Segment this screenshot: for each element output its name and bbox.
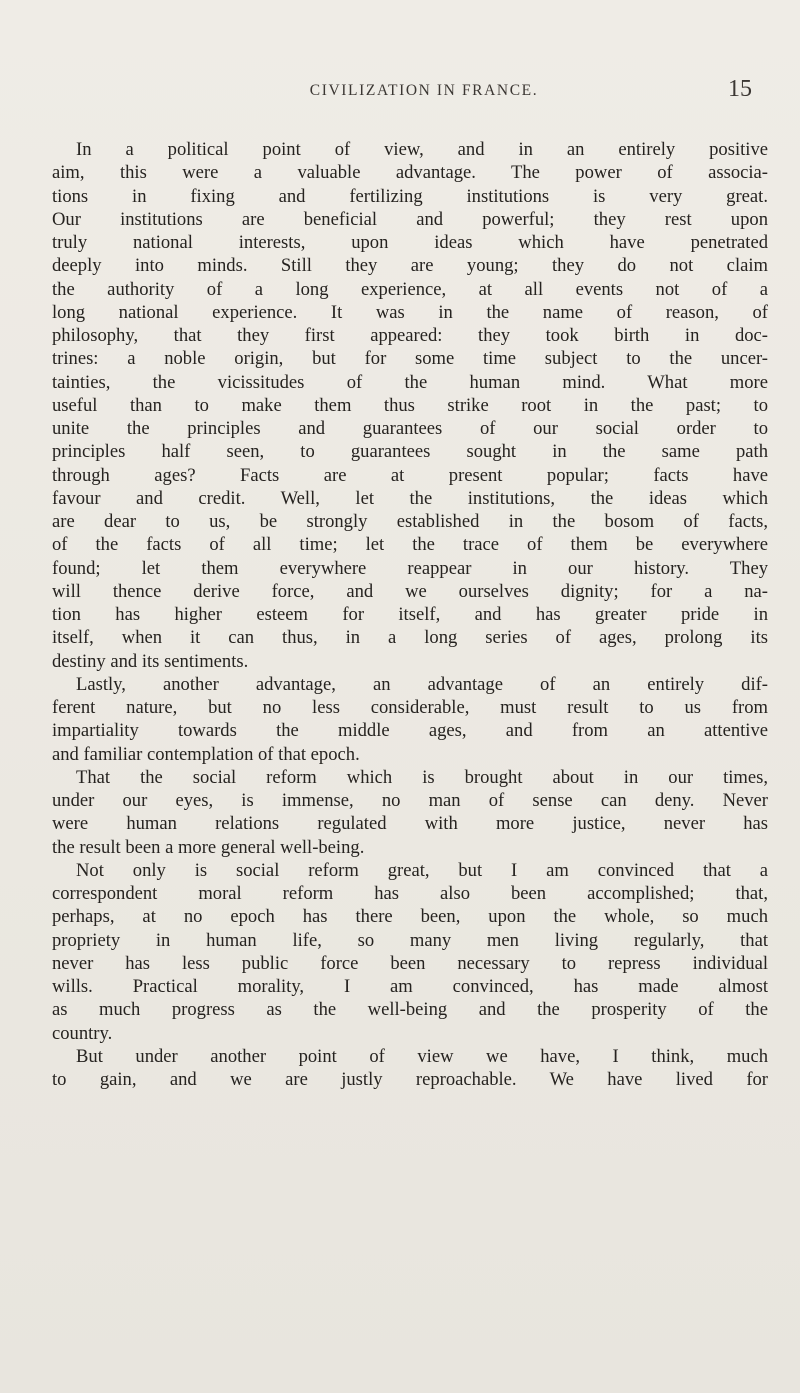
text-line: through ages? Facts are at present popular; facts have (52, 464, 768, 486)
text-line: In a political point of view, and in an entirely positive (76, 139, 768, 160)
text-line: tions in fixing and fertilizing institutions is very great. (52, 185, 768, 207)
text-line: philosophy, that they first appeared: they took birth in doc- (52, 325, 768, 346)
text-line: as much progress as the well-being and the prosperity of the (52, 999, 768, 1021)
text-line: tion has higher esteem for itself, and has greater pride in (52, 604, 768, 625)
text-line: correspondent moral reform has also been accomplished; that, (52, 883, 768, 904)
text-line: ferent nature, but no less considerable, must result to us from (52, 697, 768, 718)
text-line: long national experience. It was in the name of reason, of (52, 301, 768, 323)
text-line: deeply into minds. Still they are young; they do not claim (52, 255, 768, 277)
running-title: CIVILIZATION IN FRANCE. (309, 82, 539, 99)
text-line: were human relations regulated with more justice, never has (52, 813, 768, 835)
page-number: 15 (728, 76, 752, 102)
text-line: unite the principles and guarantees of our social order to (52, 418, 768, 439)
text-line: found; let them everywhere reappear in our history. They (52, 557, 768, 579)
body-text (52, 138, 768, 1091)
text-line: are dear to us, be strongly established in the bosom of facts, (52, 511, 768, 532)
text-line: the authority of a long experience, at all events not of a (52, 278, 768, 300)
text-line: useful than to make them thus strike root in the past; to (52, 394, 768, 416)
text-line: But under another point of view we have, I think, much (76, 1045, 768, 1067)
text-line: That the social reform which is brought about in our times, (76, 766, 768, 788)
text-line: tainties, the vicissitudes of the human mind. What more (52, 371, 768, 393)
text-line: favour and credit. Well, let the institutions, the ideas which (52, 487, 768, 509)
text-line: itself, when it can thus, in a long series of ages, prolong its (52, 627, 768, 649)
running-head (96, 76, 752, 112)
text-line: and familiar contemplation of that epoch. (52, 743, 360, 765)
text-line: Lastly, another advantage, an advantage of an entirely dif- (76, 673, 768, 695)
text-line: never has less public force been necessary to repress individual (52, 952, 768, 974)
text-line: under our eyes, is immense, no man of sense can deny. Never (52, 790, 768, 811)
text-line: perhaps, at no epoch has there been, upon the whole, so much (52, 906, 768, 928)
text-line: country. (52, 1022, 113, 1044)
text-line: propriety in human life, so many men living regularly, that (52, 929, 768, 951)
text-line: wills. Practical morality, I am convinced, has made almost (52, 976, 768, 997)
text-line: of the facts of all time; let the trace of them be everywhere (52, 534, 768, 556)
text-line: to gain, and we are justly reproachable. We have lived for (52, 1069, 768, 1090)
text-line: trines: a noble origin, but for some time subject to the uncer- (52, 348, 768, 370)
text-line: will thence derive force, and we ourselves dignity; for a na- (52, 580, 768, 602)
text-line: destiny and its sentiments. (52, 650, 249, 672)
text-line: truly national interests, upon ideas which have penetrated (52, 232, 768, 253)
text-line: Our institutions are beneficial and powerful; they rest upon (52, 208, 768, 230)
text-line: principles half seen, to guarantees sought in the same path (52, 441, 768, 463)
text-line: the result been a more general well-being. (52, 836, 365, 858)
text-line: impartiality towards the middle ages, and from an attentive (52, 720, 768, 742)
text-line: Not only is social reform great, but I am convinced that a (76, 859, 768, 881)
text-line: aim, this were a valuable advantage. The power of associa- (52, 162, 768, 184)
